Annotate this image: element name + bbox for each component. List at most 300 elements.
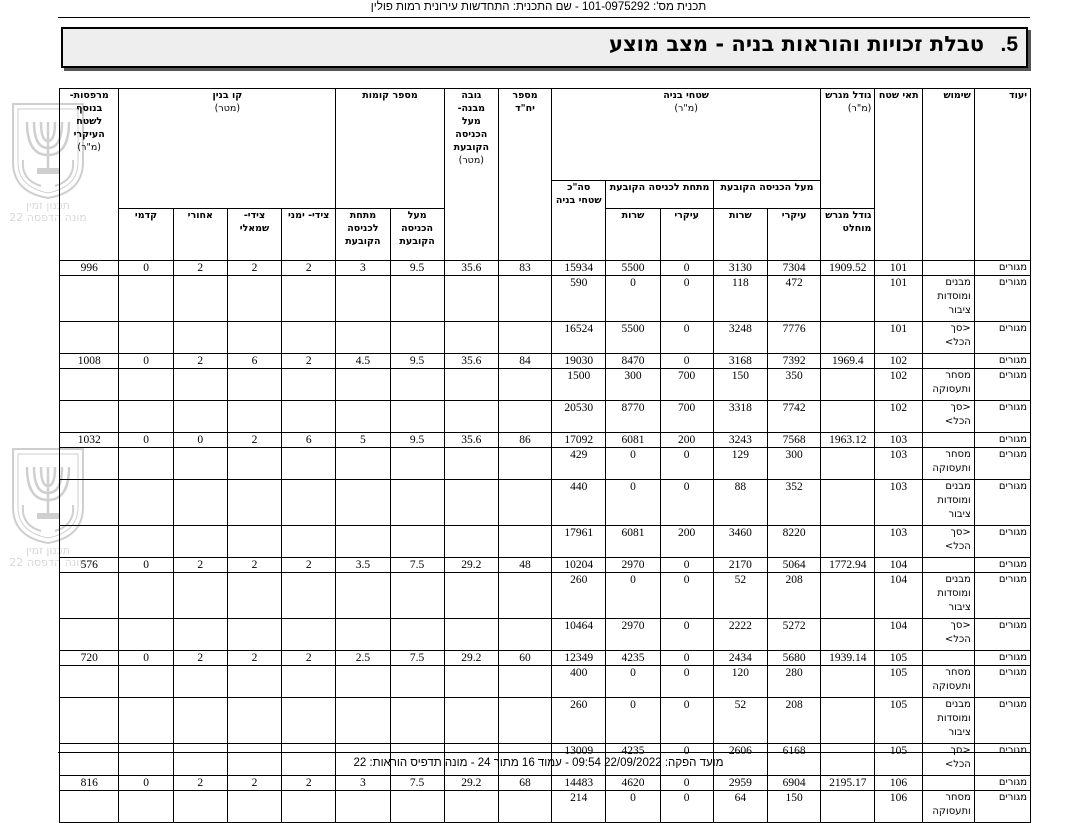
table-cell: 352: [767, 480, 820, 526]
table-cell: 9.5: [390, 354, 444, 369]
table-cell: 29.2: [444, 558, 498, 573]
table-cell: 0: [119, 433, 173, 448]
table-cell: 48: [498, 558, 551, 573]
table-cell: 2: [282, 354, 336, 369]
table-cell: מגורים: [974, 558, 1030, 573]
table-cell: 6: [282, 433, 336, 448]
table-cell: [336, 480, 390, 526]
table-cell: [821, 526, 875, 558]
kav-binyan-label: קו בנין: [212, 90, 243, 101]
table-cell: [60, 666, 119, 698]
shtchei-bniya-label: שטחי בניה: [663, 90, 709, 101]
table-cell: [60, 619, 119, 651]
table-cell: 129: [713, 448, 767, 480]
table-cell: 52: [713, 573, 767, 619]
table-cell: מסחר ותעסוקה: [922, 448, 974, 480]
table-cell: [173, 666, 227, 698]
table-cell: [336, 573, 390, 619]
table-cell: 0: [606, 480, 660, 526]
table-cell: מגורים: [974, 651, 1030, 666]
table-row: [60, 401, 1031, 433]
table-cell: [821, 573, 875, 619]
table-cell: מגורים: [974, 619, 1030, 651]
table-cell: 440: [552, 480, 606, 526]
table-cell: [922, 651, 974, 666]
table-cell: 106: [875, 791, 922, 823]
table-cell: 9.5: [390, 261, 444, 276]
table-cell: [821, 276, 875, 322]
table-cell: 208: [767, 573, 820, 619]
table-cell: [336, 448, 390, 480]
table-cell: <סך הכל>: [922, 322, 974, 354]
table-cell: 0: [660, 480, 713, 526]
table-cell: [444, 619, 498, 651]
footer-divider: [58, 752, 1030, 753]
table-cell: 7776: [767, 322, 820, 354]
table-cell: [60, 526, 119, 558]
table-row: [60, 526, 1031, 558]
table-cell: [390, 322, 444, 354]
table-cell: 3318: [713, 401, 767, 433]
mirpesot-unit: (מ"ר): [77, 142, 102, 153]
table-cell: 64: [713, 791, 767, 823]
table-cell: 6081: [606, 433, 660, 448]
table-cell: 214: [552, 791, 606, 823]
table-cell: 4235: [606, 744, 660, 776]
table-cell: 8770: [606, 401, 660, 433]
table-cell: 2: [227, 776, 281, 791]
table-cell: 208: [767, 698, 820, 744]
table-cell: [227, 526, 281, 558]
table-cell: 52: [713, 698, 767, 744]
table-cell: [173, 698, 227, 744]
table-cell: [336, 666, 390, 698]
table-cell: [173, 791, 227, 823]
table-cell: 700: [660, 369, 713, 401]
table-cell: 17961: [552, 526, 606, 558]
table-cell: 0: [606, 666, 660, 698]
table-cell: [60, 322, 119, 354]
table-cell: 7.5: [390, 558, 444, 573]
table-cell: 400: [552, 666, 606, 698]
table-cell: [173, 322, 227, 354]
table-cell: [60, 448, 119, 480]
table-cell: 104: [875, 558, 922, 573]
table-cell: [444, 791, 498, 823]
table-cell: 101: [875, 322, 922, 354]
table-row: [60, 666, 1031, 698]
table-cell: 2: [282, 558, 336, 573]
table-cell: [282, 526, 336, 558]
table-cell: 0: [660, 651, 713, 666]
table-cell: 120: [713, 666, 767, 698]
table-cell: מגורים: [974, 573, 1030, 619]
section-title-box: [61, 27, 1028, 68]
table-cell: 68: [498, 776, 551, 791]
col-header-shtchei-bniya: [552, 89, 821, 181]
table-cell: 5500: [606, 322, 660, 354]
table-cell: [336, 401, 390, 433]
table-cell: 0: [660, 619, 713, 651]
table-cell: 0: [660, 573, 713, 619]
table-cell: [498, 791, 551, 823]
col-header-shimush: שימוש: [922, 89, 974, 261]
table-cell: 0: [660, 448, 713, 480]
table-cell: [173, 276, 227, 322]
table-cell: [282, 401, 336, 433]
table-cell: [119, 526, 173, 558]
table-cell: [390, 698, 444, 744]
table-cell: [227, 666, 281, 698]
table-cell: [821, 322, 875, 354]
col-header-maal: מעל הכניסה הקובעת: [713, 181, 820, 209]
col-header-tai-shetach: תאי שטח: [875, 89, 922, 261]
table-cell: 350: [767, 369, 820, 401]
table-cell: 4620: [606, 776, 660, 791]
table-cell: 2: [227, 433, 281, 448]
table-cell: 17092: [552, 433, 606, 448]
table-cell: <סך הכל>: [922, 526, 974, 558]
table-cell: 0: [660, 776, 713, 791]
table-cell: 7304: [767, 261, 820, 276]
table-row: [60, 448, 1031, 480]
col-header-mispar-yachad: מספר יח"ד: [498, 89, 551, 261]
table-cell: [60, 698, 119, 744]
table-cell: <סך הכל>: [922, 401, 974, 433]
table-cell: [119, 698, 173, 744]
table-cell: 1032: [60, 433, 119, 448]
col-header-kav-binyan: [119, 89, 336, 209]
table-cell: 35.6: [444, 433, 498, 448]
table-cell: [390, 276, 444, 322]
table-cell: [282, 322, 336, 354]
table-cell: [282, 619, 336, 651]
table-cell: 3168: [713, 354, 767, 369]
table-cell: [336, 526, 390, 558]
table-cell: 105: [875, 651, 922, 666]
table-cell: [390, 480, 444, 526]
table-cell: [227, 573, 281, 619]
table-cell: [173, 448, 227, 480]
table-cell: מגורים: [974, 369, 1030, 401]
table-cell: מגורים: [974, 666, 1030, 698]
table-cell: [444, 698, 498, 744]
table-cell: מגורים: [974, 261, 1030, 276]
table-cell: 101: [875, 261, 922, 276]
table-cell: 1008: [60, 354, 119, 369]
table-cell: מסחר ותעסוקה: [922, 369, 974, 401]
table-cell: 2: [282, 776, 336, 791]
table-row: [60, 261, 1031, 276]
table-cell: [119, 573, 173, 619]
table-cell: [227, 619, 281, 651]
table-cell: [227, 369, 281, 401]
table-cell: 0: [119, 354, 173, 369]
table-cell: [336, 369, 390, 401]
table-cell: 102: [875, 354, 922, 369]
col-header-mitachat-sherut: שרות: [606, 209, 660, 261]
table-cell: [821, 619, 875, 651]
gova-unit: (מטר): [458, 155, 484, 166]
table-cell: 7.5: [390, 651, 444, 666]
table-cell: 0: [660, 354, 713, 369]
col-header-mirpesot: [60, 89, 119, 261]
table-cell: [60, 276, 119, 322]
table-cell: [444, 666, 498, 698]
table-cell: [227, 322, 281, 354]
table-cell: 19030: [552, 354, 606, 369]
table-cell: [173, 573, 227, 619]
watermark-line1: תכנון זמין: [26, 544, 70, 557]
table-cell: [119, 401, 173, 433]
table-cell: 102: [875, 401, 922, 433]
table-row: [60, 433, 1031, 448]
table-cell: מגורים: [974, 433, 1030, 448]
col-header-yiud: יעוד: [974, 89, 1030, 261]
table-cell: מגורים: [974, 480, 1030, 526]
table-cell: 2434: [713, 651, 767, 666]
table-cell: 300: [767, 448, 820, 480]
table-cell: 2222: [713, 619, 767, 651]
table-cell: 5272: [767, 619, 820, 651]
table-cell: 16524: [552, 322, 606, 354]
table-cell: 14483: [552, 776, 606, 791]
table-cell: [821, 791, 875, 823]
table-cell: [390, 573, 444, 619]
table-cell: [282, 573, 336, 619]
table-cell: 12349: [552, 651, 606, 666]
table-cell: [336, 619, 390, 651]
table-cell: 29.2: [444, 651, 498, 666]
table-body: [60, 261, 1031, 823]
table-cell: 280: [767, 666, 820, 698]
table-cell: מבנים ומוסדות ציבור: [922, 698, 974, 744]
table-cell: מגורים: [974, 276, 1030, 322]
table-cell: [390, 369, 444, 401]
table-cell: [227, 698, 281, 744]
table-cell: 88: [713, 480, 767, 526]
table-cell: 0: [606, 573, 660, 619]
table-cell: 2.5: [336, 651, 390, 666]
table-cell: מגורים: [974, 744, 1030, 776]
table-row: [60, 651, 1031, 666]
table-cell: [119, 480, 173, 526]
col-header-godel-muchlat: גודל מגרש מוחלט: [821, 209, 875, 261]
table-cell: [282, 480, 336, 526]
table-cell: [498, 276, 551, 322]
col-header-komot-mitachat: מתחת לכניסה הקובעת: [336, 209, 390, 261]
watermark-line2: מונה הדפסה 22: [9, 556, 87, 569]
table-cell: 0: [660, 744, 713, 776]
table-cell: [444, 369, 498, 401]
table-cell: [922, 433, 974, 448]
table-cell: [173, 619, 227, 651]
table-cell: [498, 619, 551, 651]
col-header-gova: [444, 89, 498, 261]
table-cell: [119, 448, 173, 480]
table-row: [60, 698, 1031, 744]
table-row: [60, 354, 1031, 369]
table-row: [60, 480, 1031, 526]
table-cell: 576: [60, 558, 119, 573]
col-header-komot-maal: מעל הכניסה הקובעת: [390, 209, 444, 261]
table-cell: 102: [875, 369, 922, 401]
table-cell: 0: [173, 433, 227, 448]
table-cell: 2: [227, 558, 281, 573]
table-cell: 2606: [713, 744, 767, 776]
table-cell: 105: [875, 744, 922, 776]
table-cell: 104: [875, 619, 922, 651]
table-cell: 429: [552, 448, 606, 480]
col-header-mitachat: מתחת לכניסה הקובעת: [606, 181, 713, 209]
table-cell: 1772.94: [821, 558, 875, 573]
table-cell: [498, 369, 551, 401]
table-cell: [444, 276, 498, 322]
table-cell: 0: [119, 651, 173, 666]
table-cell: [227, 401, 281, 433]
table-cell: מסחר ותעסוקה: [922, 666, 974, 698]
table-cell: [498, 573, 551, 619]
table-cell: [336, 276, 390, 322]
table-cell: מסחר ותעסוקה: [922, 791, 974, 823]
table-cell: [60, 401, 119, 433]
table-cell: 6168: [767, 744, 820, 776]
table-cell: 3243: [713, 433, 767, 448]
table-cell: [119, 666, 173, 698]
table-cell: 1969.4: [821, 354, 875, 369]
table-cell: 105: [875, 666, 922, 698]
table-cell: 2970: [606, 619, 660, 651]
table-row: [60, 369, 1031, 401]
table-cell: <סך הכל>: [922, 619, 974, 651]
table-row: [60, 573, 1031, 619]
table-cell: 13009: [552, 744, 606, 776]
table-cell: [444, 322, 498, 354]
watermark-line1: תכנון זמין: [26, 199, 70, 212]
table-cell: 0: [660, 261, 713, 276]
table-cell: מגורים: [974, 526, 1030, 558]
table-cell: מבנים ומוסדות ציבור: [922, 276, 974, 322]
table-cell: 260: [552, 698, 606, 744]
table-cell: [821, 480, 875, 526]
table-cell: מגורים: [974, 448, 1030, 480]
table-cell: 150: [767, 791, 820, 823]
table-cell: 7.5: [390, 776, 444, 791]
table-cell: [336, 698, 390, 744]
table-cell: [444, 448, 498, 480]
table-cell: 260: [552, 573, 606, 619]
table-cell: 0: [119, 558, 173, 573]
table-cell: 0: [606, 698, 660, 744]
table-cell: מבנים ומוסדות ציבור: [922, 480, 974, 526]
table-cell: 106: [875, 776, 922, 791]
table-cell: [444, 526, 498, 558]
table-cell: 2: [173, 558, 227, 573]
table-cell: מגורים: [974, 401, 1030, 433]
table-cell: 0: [606, 276, 660, 322]
table-cell: 1939.14: [821, 651, 875, 666]
table-cell: 0: [660, 698, 713, 744]
table-cell: [227, 480, 281, 526]
table-cell: 0: [119, 776, 173, 791]
table-cell: 60: [498, 651, 551, 666]
table-cell: 0: [660, 791, 713, 823]
table-cell: [922, 354, 974, 369]
table-cell: [227, 791, 281, 823]
table-cell: 6081: [606, 526, 660, 558]
table-cell: 1909.52: [821, 261, 875, 276]
table-cell: [60, 791, 119, 823]
col-header-tzidi-smali: צידי- שמאלי: [227, 209, 281, 261]
table-cell: [444, 401, 498, 433]
table-cell: [173, 480, 227, 526]
table-cell: 3: [336, 776, 390, 791]
table-cell: מבנים ומוסדות ציבור: [922, 573, 974, 619]
table-cell: [498, 526, 551, 558]
table-cell: 35.6: [444, 354, 498, 369]
table-cell: 15934: [552, 261, 606, 276]
table-cell: 20530: [552, 401, 606, 433]
table-cell: 5: [336, 433, 390, 448]
table-cell: 0: [606, 448, 660, 480]
table-cell: 2: [282, 651, 336, 666]
table-cell: 35.6: [444, 261, 498, 276]
header-divider: [58, 17, 1030, 18]
rights-table: [59, 88, 1031, 823]
table-cell: מגורים: [974, 698, 1030, 744]
table-cell: [390, 619, 444, 651]
table-cell: 2170: [713, 558, 767, 573]
table-cell: 5500: [606, 261, 660, 276]
godel-migrash-unit: (מ"ר): [847, 103, 872, 114]
col-header-maal-sherut: שרות: [713, 209, 767, 261]
table-cell: [173, 526, 227, 558]
col-header-mispar-komot: מספר קומות: [336, 89, 444, 209]
table-cell: 2: [173, 354, 227, 369]
table-cell: [498, 666, 551, 698]
table-cell: 105: [875, 698, 922, 744]
table-cell: 720: [60, 651, 119, 666]
table-cell: 6: [227, 354, 281, 369]
col-header-godel-migrash: [821, 89, 875, 209]
table-cell: 101: [875, 276, 922, 322]
col-header-mitachat-ikari: עיקרי: [660, 209, 713, 261]
table-row: [60, 619, 1031, 651]
table-cell: [282, 698, 336, 744]
table-cell: [336, 791, 390, 823]
table-cell: 3130: [713, 261, 767, 276]
godel-migrash-label: גודל מגרש: [825, 90, 872, 101]
table-cell: 2970: [606, 558, 660, 573]
table-cell: 300: [606, 369, 660, 401]
section-title: טבלת זכויות והוראות בניה - מצב מוצע: [608, 32, 984, 56]
table-cell: [173, 401, 227, 433]
table-cell: 3.5: [336, 558, 390, 573]
table-cell: [922, 558, 974, 573]
table-cell: [119, 276, 173, 322]
table-cell: מגורים: [974, 322, 1030, 354]
table-cell: [390, 448, 444, 480]
watermark-line2: מונה הדפסה 22: [9, 211, 87, 224]
table-row: [60, 791, 1031, 823]
table-cell: 104: [875, 573, 922, 619]
table-cell: [821, 698, 875, 744]
table-cell: 472: [767, 276, 820, 322]
table-cell: [119, 369, 173, 401]
table-cell: [173, 369, 227, 401]
table-cell: [498, 322, 551, 354]
table-cell: 996: [60, 261, 119, 276]
